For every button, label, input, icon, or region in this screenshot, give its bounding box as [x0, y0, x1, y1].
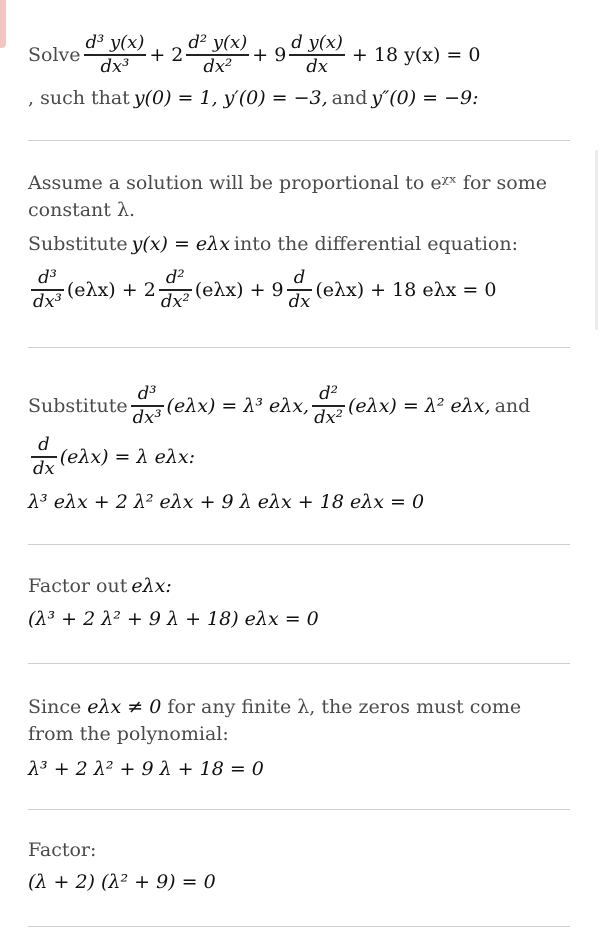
substitute-derivatives: Substitute $\frac{\text{d³}}{\text{dx³}}$ (eλx) = λ³ eλx, $\frac{\text{d²}}{\text{dx²}}$ (eλx) = λ² eλx, and — [28, 383, 531, 428]
divider — [28, 809, 570, 810]
substitute-line: Substitute y(x) = eλx into the differential equation: — [28, 232, 518, 255]
divider — [28, 926, 570, 927]
factored-polynomial: (λ + 2) (λ² + 9) = 0 — [28, 870, 216, 893]
factor-out-line: Factor out eλx: — [28, 574, 172, 597]
corner-accent — [0, 0, 6, 48]
divider — [28, 544, 570, 545]
problem-equation: Solve $\frac{\text{d³ y(x)}}{\text{dx³}}$ + 2 $\frac{\text{d² y(x)}}{\text{dx²}}$ + 9 $\frac{\text{d y(x)}}{dx}$ + 18 y(x) = 0 — [28, 32, 481, 77]
solve-label: Solve — [28, 43, 81, 66]
since-paragraph: Since eλx ≠ 0 for any finite λ, the zeros must come from the polynomial: — [28, 696, 522, 745]
first-derivative-result: $\frac{d}{dx}$ (eλx) = λ eλx: — [33, 434, 195, 479]
characteristic-polynomial: λ³ + 2 λ² + 9 λ + 18 = 0 — [28, 757, 264, 780]
scrollbar[interactable] — [595, 150, 598, 330]
second-derivative: $\frac{\text{d² y(x)}}{\text{dx²}}$ — [188, 32, 248, 77]
factored-equation: (λ³ + 2 λ² + 9 λ + 18) eλx = 0 — [28, 607, 319, 630]
substituted-equation: $\frac{\text{d³}}{\text{dx³}}$ (eλx) + 2 $\frac{\text{d²}}{\text{dx²}}$ (eλx) + 9 $\frac{d}{dx}$ (eλx) + 18 eλx = 0 — [33, 267, 497, 312]
initial-conditions: , such that y(0) = 1, y′(0) = −3, and y″(0) = −9: — [28, 86, 479, 109]
third-derivative: $\frac{\text{d³ y(x)}}{\text{dx³}}$ — [85, 32, 145, 77]
assume-text: Assume a solution will be proportional to eᵡˣ for some constant λ. — [28, 172, 547, 221]
factor-label-line: Factor: — [28, 838, 97, 861]
divider — [28, 347, 570, 348]
divider — [28, 663, 570, 664]
divider — [28, 140, 570, 141]
first-derivative: $\frac{\text{d y(x)}}{dx}$ — [291, 32, 343, 77]
expanded-equation: λ³ eλx + 2 λ² eλx + 9 λ eλx + 18 eλx = 0 — [28, 490, 425, 513]
